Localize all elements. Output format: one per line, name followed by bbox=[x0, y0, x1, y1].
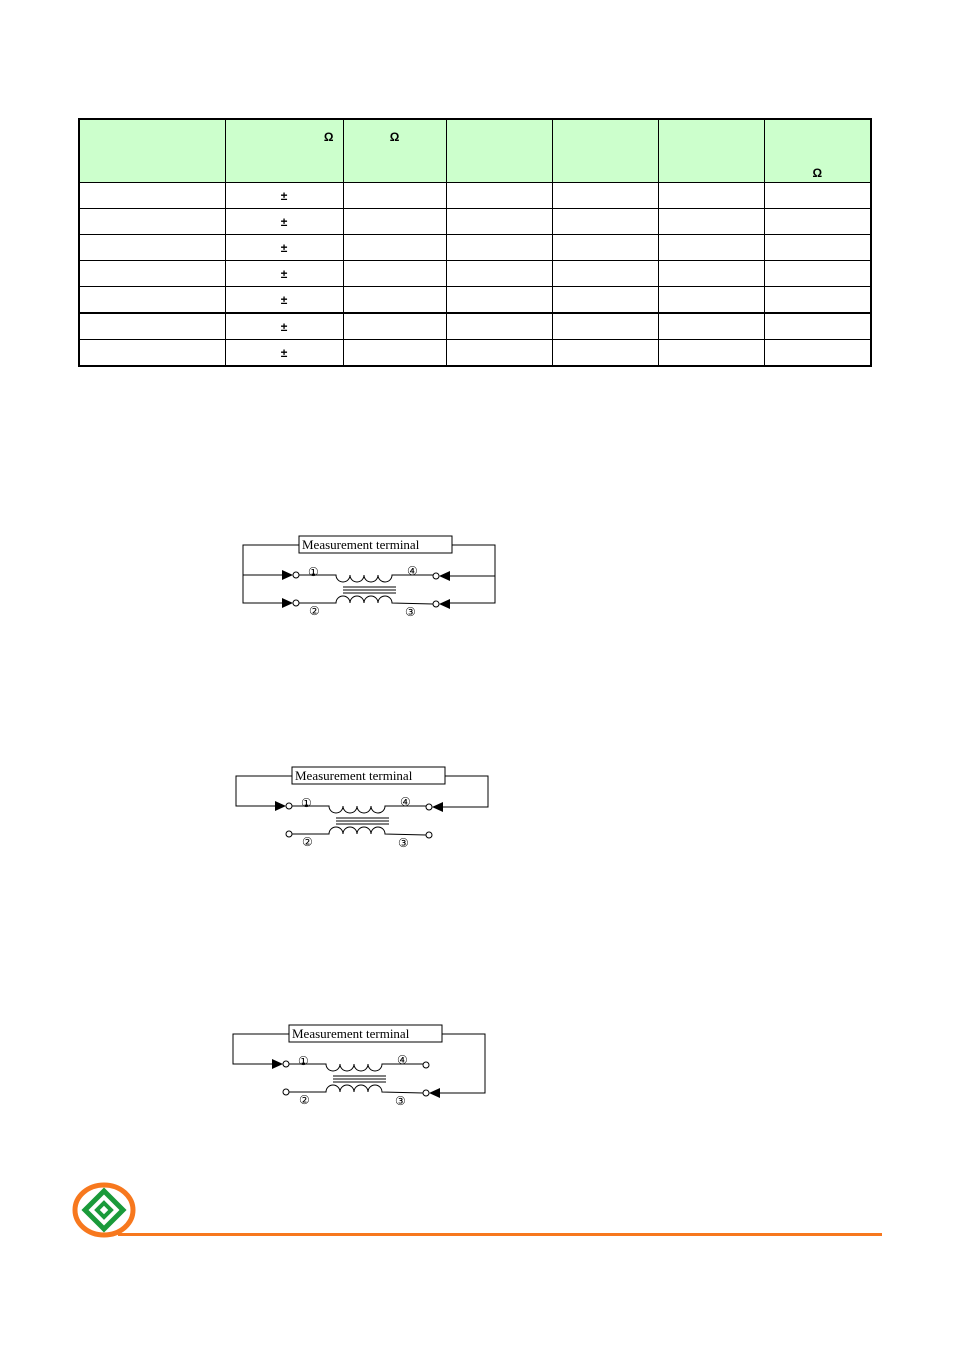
table-header-row bbox=[79, 119, 871, 183]
table-cell bbox=[79, 183, 225, 209]
terminal-3 bbox=[423, 1090, 429, 1096]
logo-icon bbox=[72, 1182, 138, 1240]
coil-bottom bbox=[289, 1085, 423, 1093]
measurement-diagram-2 bbox=[231, 764, 495, 854]
wire-right bbox=[443, 776, 488, 807]
table-cell bbox=[79, 340, 225, 367]
footer-divider bbox=[118, 1233, 882, 1236]
table-cell: ± bbox=[225, 313, 343, 340]
pin-label-4: ④ bbox=[397, 1053, 408, 1067]
pin-label-3: ③ bbox=[398, 836, 409, 850]
table-cell: ± bbox=[225, 261, 343, 287]
table-cell bbox=[552, 261, 658, 287]
table-cell bbox=[343, 209, 446, 235]
table-row bbox=[79, 261, 871, 287]
circuit-diagram-3 bbox=[228, 1022, 492, 1112]
table-row bbox=[79, 313, 871, 340]
table-cell bbox=[343, 183, 446, 209]
table-cell bbox=[552, 313, 658, 340]
diagram-label: Measurement terminal bbox=[295, 768, 413, 783]
header-cell: Ω bbox=[225, 119, 343, 183]
table-cell bbox=[446, 313, 552, 340]
arrow-right-icon bbox=[275, 801, 286, 811]
table-cell: ± bbox=[225, 209, 343, 235]
terminal-4 bbox=[433, 573, 439, 579]
pin-label-3: ③ bbox=[405, 605, 416, 619]
arrow-left-icon bbox=[439, 571, 450, 581]
table-cell bbox=[658, 287, 764, 314]
header-cell bbox=[658, 119, 764, 183]
terminal-3 bbox=[426, 832, 432, 838]
table-cell bbox=[343, 313, 446, 340]
table-cell bbox=[446, 235, 552, 261]
table-cell bbox=[658, 235, 764, 261]
table-cell bbox=[446, 340, 552, 367]
table-cell: ± bbox=[225, 235, 343, 261]
arrow-left-icon bbox=[429, 1088, 440, 1098]
header-cell: Ω bbox=[343, 119, 446, 183]
table-cell bbox=[446, 209, 552, 235]
terminal-2 bbox=[286, 831, 292, 837]
table-cell bbox=[343, 340, 446, 367]
header-cell bbox=[446, 119, 552, 183]
table-cell bbox=[343, 235, 446, 261]
pin-label-4: ④ bbox=[407, 564, 418, 578]
pin-label-3: ③ bbox=[395, 1094, 406, 1108]
pin-label-4: ④ bbox=[400, 795, 411, 809]
table-cell bbox=[79, 313, 225, 340]
table-cell bbox=[764, 235, 871, 261]
table-cell bbox=[658, 209, 764, 235]
diagram-label: Measurement terminal bbox=[302, 537, 420, 552]
measurement-diagram-1 bbox=[238, 533, 502, 623]
table-cell bbox=[764, 340, 871, 367]
table-row bbox=[79, 235, 871, 261]
table-row bbox=[79, 209, 871, 235]
table-cell bbox=[552, 209, 658, 235]
table-cell bbox=[446, 287, 552, 314]
table-cell bbox=[552, 340, 658, 367]
table-cell: ± bbox=[225, 287, 343, 314]
table-row bbox=[79, 340, 871, 367]
pin-label-2: ② bbox=[302, 835, 313, 849]
wire-right bbox=[440, 1034, 485, 1093]
terminal-2 bbox=[283, 1089, 289, 1095]
wire-right bbox=[450, 545, 495, 603]
coil-bottom bbox=[292, 827, 426, 835]
wire-left bbox=[233, 1034, 289, 1064]
table-cell bbox=[79, 235, 225, 261]
spec-table bbox=[78, 118, 872, 367]
header-cell bbox=[79, 119, 225, 183]
circuit-diagram-1 bbox=[238, 533, 502, 623]
table-cell bbox=[552, 287, 658, 314]
table-cell bbox=[446, 183, 552, 209]
pin-label-1: ① bbox=[298, 1054, 309, 1068]
table-cell bbox=[552, 235, 658, 261]
table-cell bbox=[79, 209, 225, 235]
circuit-diagram-2 bbox=[231, 764, 495, 854]
terminal-4 bbox=[426, 804, 432, 810]
diagram-label: Measurement terminal bbox=[292, 1026, 410, 1041]
pin-label-1: ① bbox=[301, 796, 312, 810]
terminal-1 bbox=[293, 572, 299, 578]
arrow-left-icon bbox=[432, 802, 443, 812]
wire-left bbox=[236, 776, 292, 806]
terminal-1 bbox=[286, 803, 292, 809]
table-cell bbox=[658, 313, 764, 340]
table-row bbox=[79, 183, 871, 209]
table-cell bbox=[764, 209, 871, 235]
table-row bbox=[79, 287, 871, 314]
table-cell: ± bbox=[225, 340, 343, 367]
pin-label-1: ① bbox=[308, 565, 319, 579]
table-cell bbox=[446, 261, 552, 287]
table-cell bbox=[764, 261, 871, 287]
table-cell bbox=[764, 287, 871, 314]
measurement-diagram-3 bbox=[228, 1022, 492, 1112]
terminal-1 bbox=[283, 1061, 289, 1067]
table-cell bbox=[79, 287, 225, 314]
table-cell bbox=[658, 261, 764, 287]
terminal-3 bbox=[433, 601, 439, 607]
terminal-4 bbox=[423, 1062, 429, 1068]
table-cell bbox=[764, 183, 871, 209]
table-cell bbox=[79, 261, 225, 287]
pin-label-2: ② bbox=[309, 604, 320, 618]
arrow-right-icon bbox=[282, 570, 293, 580]
table-cell bbox=[552, 183, 658, 209]
arrow-right-icon bbox=[282, 598, 293, 608]
table-cell: ± bbox=[225, 183, 343, 209]
pin-label-2: ② bbox=[299, 1093, 310, 1107]
coil-bottom bbox=[299, 596, 433, 604]
table-cell bbox=[764, 313, 871, 340]
header-cell: Ω bbox=[764, 119, 871, 183]
terminal-2 bbox=[293, 600, 299, 606]
header-cell bbox=[552, 119, 658, 183]
arrow-left-icon bbox=[439, 599, 450, 609]
table-cell bbox=[343, 287, 446, 314]
arrow-right-icon bbox=[272, 1059, 283, 1069]
table-cell bbox=[658, 183, 764, 209]
table-cell bbox=[343, 261, 446, 287]
table-cell bbox=[658, 340, 764, 367]
